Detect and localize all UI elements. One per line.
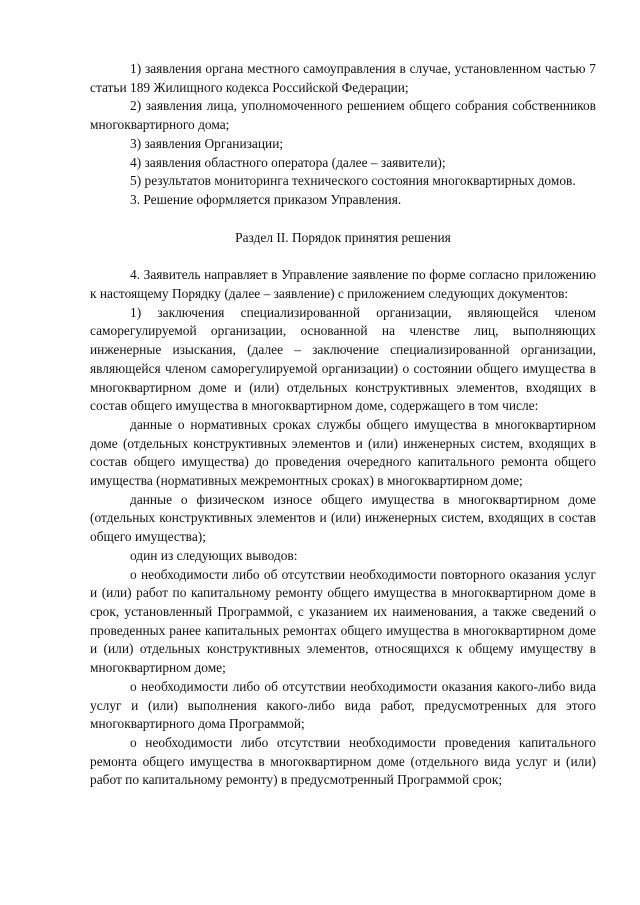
paragraph-physical-wear: данные о физическом износе общего имущества в многоквартирном доме (отдельных конструктивных элементов и (или) инженерных систем, входящих в состав общего имущества); (90, 491, 596, 545)
paragraph-conclusion-repeat: о необходимости либо об отсутствии необходимости повторного оказания услуг и (или) работ по капитальному ремонту общего имущества в многоквартирном доме в срок, установленный Программой, с указанием их наименования, а также сведений о проведенных ранее капитальных ремонтах общего имущества в многоквартирном доме и (или) отдельных конструктивных элементов, относящихся к общему имуществу в многоквартирном доме; (90, 566, 596, 676)
paragraph-clause-4: 4. Заявитель направляет в Управление заявление по форме согласно приложению к настоящему Порядку (далее – заявление) с приложением следующих документов: (90, 267, 596, 302)
paragraph-item-1: 1) заявления органа местного самоуправления в случае, установленном частью 7 статьи 189 Жилищного кодекса Российской Федерации; (90, 61, 596, 95)
section-heading: Раздел II. Порядок принятия решения (235, 229, 451, 245)
spacer (90, 210, 596, 229)
paragraph-subitem-1: 1) заключения специализированной организации, являющейся членом саморегулируемой организации, основанной на членстве лиц, выполняющих инженерные изыскания, (далее – заключение специализированной организации, являющейся членом саморегулируемой организации) о состоянии общего имущества в многоквартирном доме и (или) отдельных конструктивных элементов, входящих в состав общего имущества в многоквартирном доме, содержащего в том числе: (90, 304, 596, 414)
paragraph-item-5: 5) результатов мониторинга технического состояния многоквартирных домов. (130, 173, 576, 189)
paragraph-conclusions-intro: один из следующих выводов: (130, 547, 298, 563)
paragraph-item-3: 3) заявления Организации; (130, 135, 284, 151)
paragraph-conclusion-term: о необходимости либо отсутствии необходимости проведения капитального ремонта общего имущества в многоквартирном доме (отдельного вида услуг и (или) работ по капитальному ремонту) в предусмотренный Программой срок; (90, 734, 596, 788)
paragraph-clause-3: 3. Решение оформляется приказом Управления. (130, 191, 402, 207)
paragraph-item-4: 4) заявления областного оператора (далее – заявители); (130, 154, 446, 170)
paragraph-conclusion-service: о необходимости либо об отсутствии необходимости оказания какого-либо вида услуг и (или) выполнения какого-либо вида работ, предусмотренных для этого многоквартирного дома Программой; (90, 678, 596, 732)
paragraph-service-life: данные о нормативных сроках службы общего имущества в многоквартирном доме (отдельных конструктивных элементов и (или) инженерных систем, входящих в состав общего имущества) до проведения очередного капитального ремонта общего имущества (нормативных межремонтных сроках) в многоквартирном доме; (90, 416, 596, 489)
spacer (90, 247, 596, 266)
paragraph-item-2: 2) заявления лица, уполномоченного решением общего собрания собственников многоквартирного дома; (90, 98, 596, 133)
document-page (90, 60, 596, 790)
